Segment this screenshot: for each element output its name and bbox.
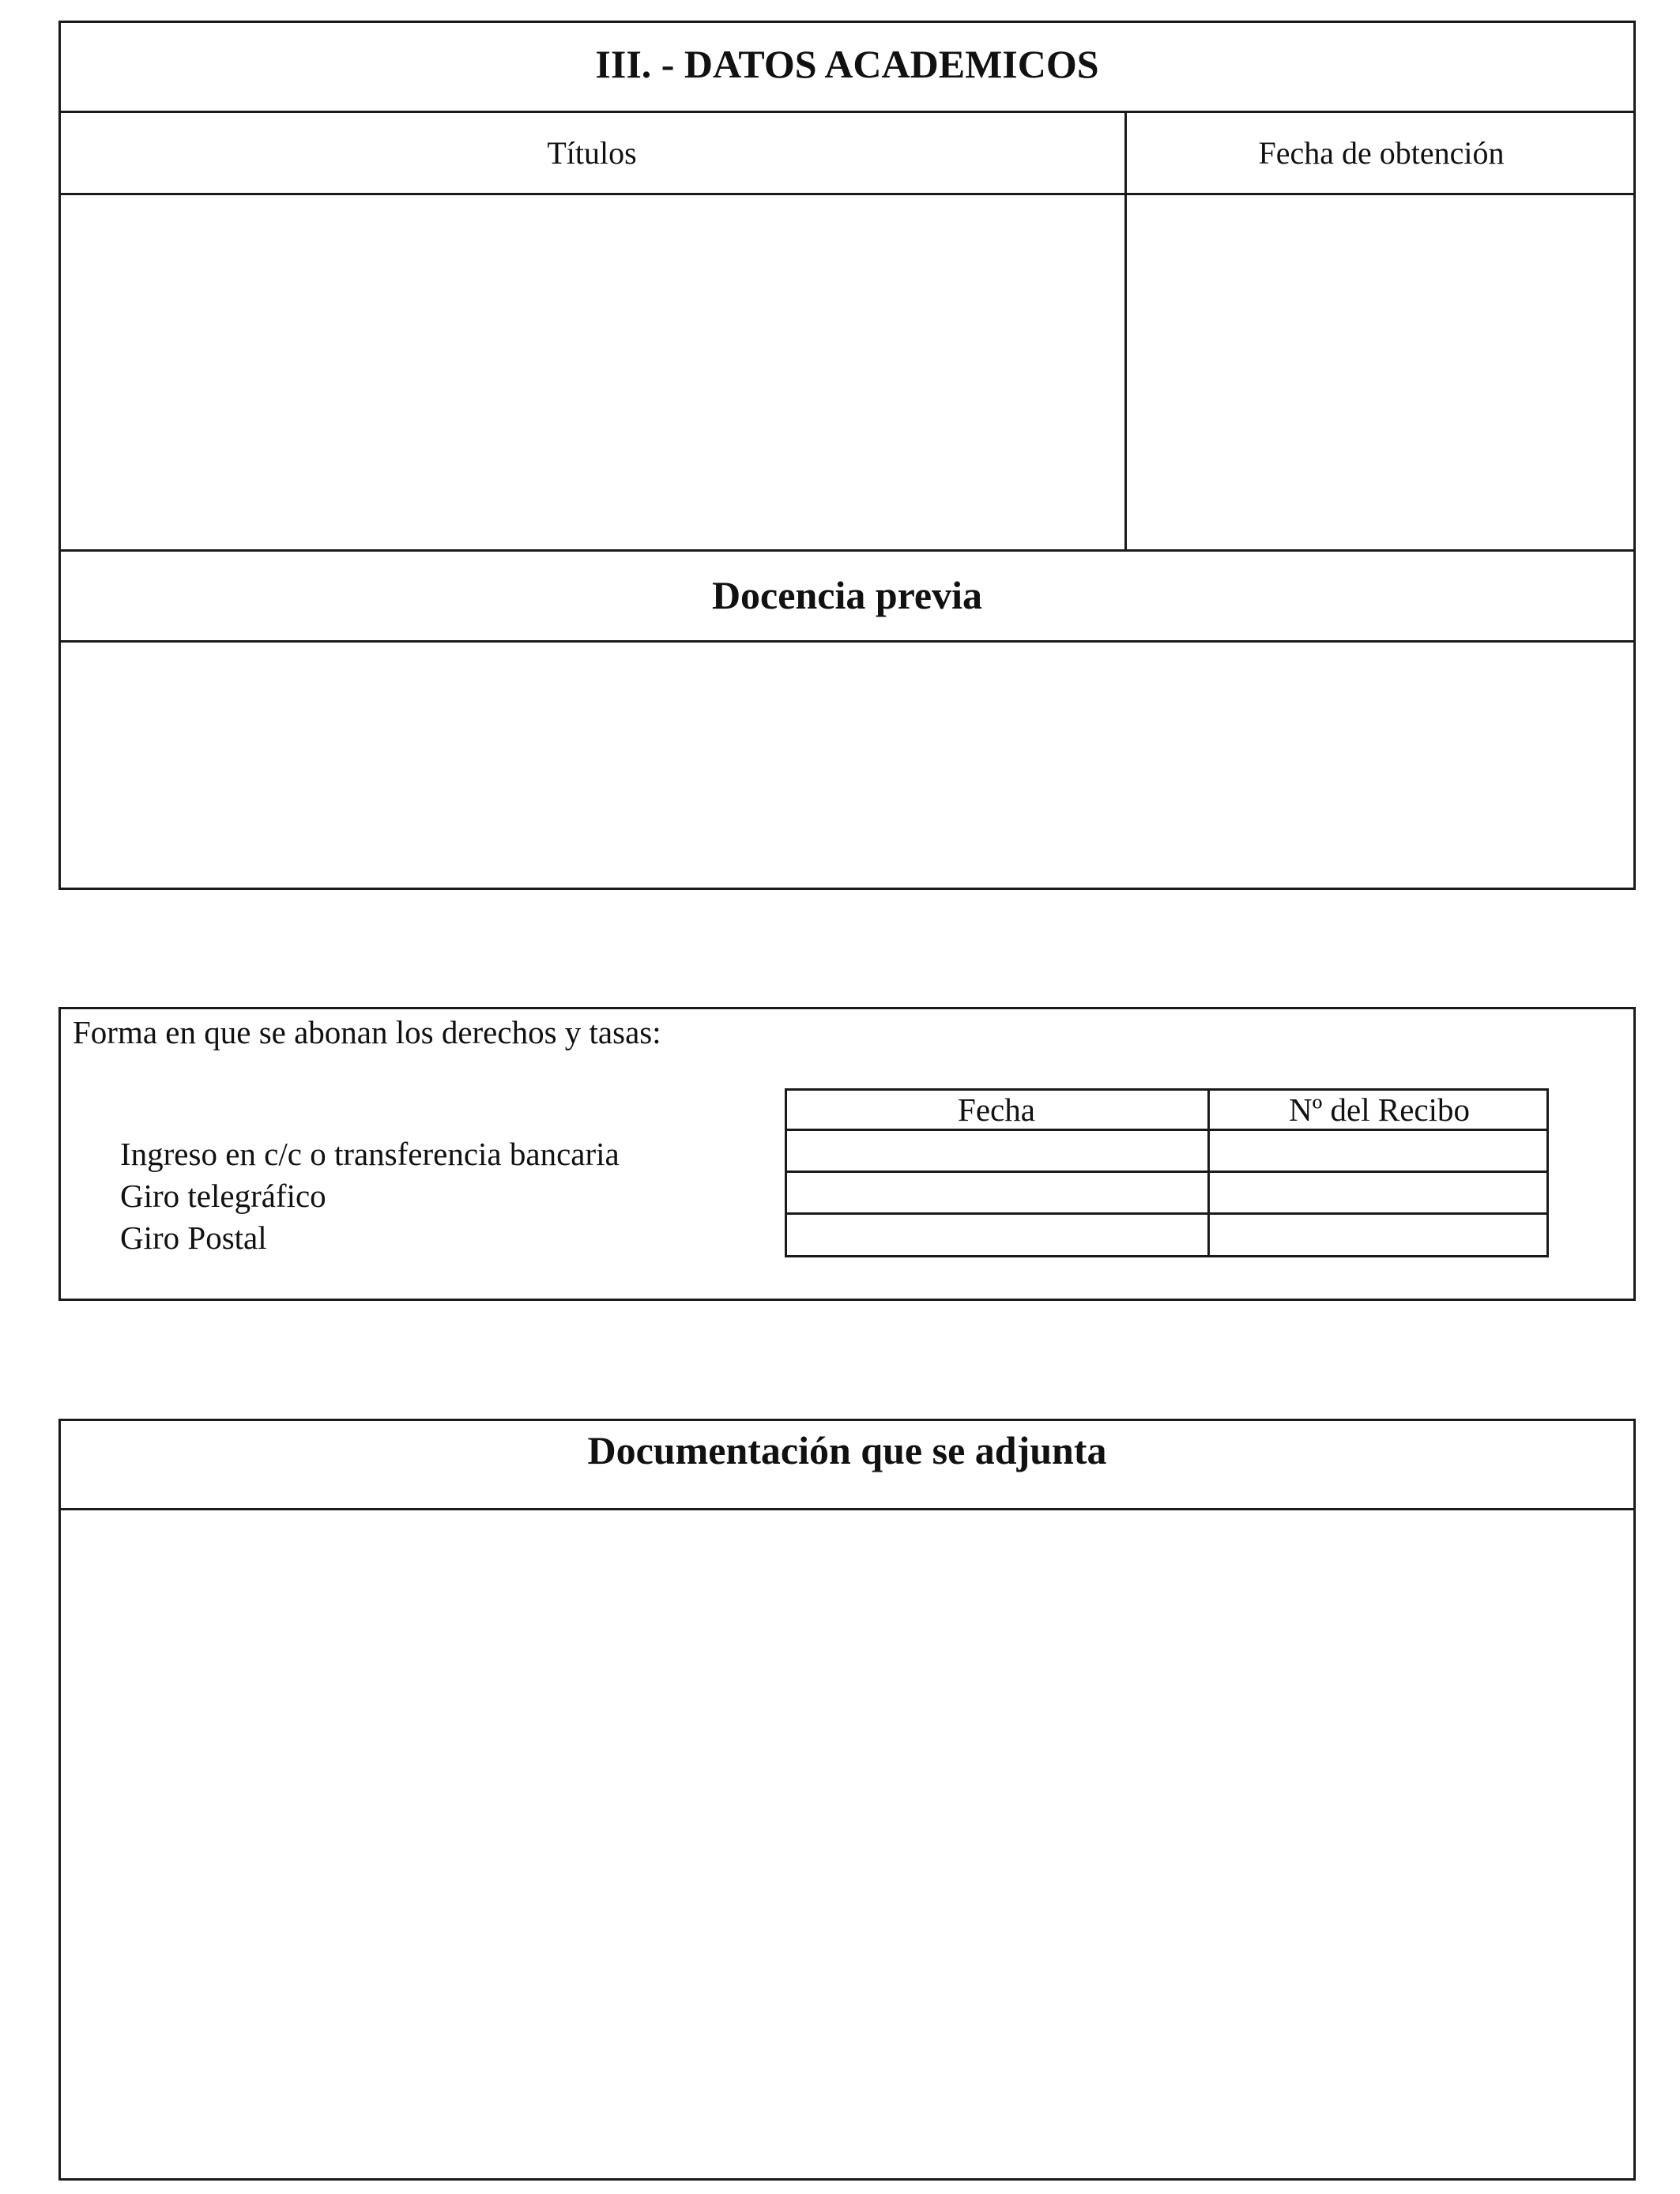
divider [58,111,1636,113]
titles-field[interactable] [62,196,1123,548]
receipt-number-cell[interactable] [1211,1174,1546,1211]
date-obtained-field[interactable] [1128,196,1633,548]
documentation-field[interactable] [62,1511,1633,2177]
documentation-title: Documentación que se adjunta [587,1428,1107,1472]
receipt-date-cell[interactable] [788,1132,1206,1169]
table-row-divider [785,1212,1549,1215]
titles-column-header: Títulos [547,135,637,171]
receipt-number-header: Nº del Recibo [1288,1091,1471,1128]
divider [58,193,1636,195]
divider [58,1508,1636,1510]
payment-method-telegraphic-order: Giro telegráfico [120,1178,326,1214]
date-obtained-column-header: Fecha de obtención [1258,135,1505,171]
receipt-date-cell[interactable] [788,1174,1206,1211]
prior-teaching-field[interactable] [62,643,1633,887]
payment-method-bank-transfer: Ingreso en c/c o transferencia bancaria [120,1136,620,1172]
prior-teaching-title: Docencia previa [711,573,983,617]
receipt-date-cell[interactable] [788,1216,1206,1255]
payment-method-postal-order: Giro Postal [120,1220,267,1256]
table-row-divider [785,1129,1549,1131]
academic-data-title: III. - DATOS ACADEMICOS [595,42,1099,86]
column-divider [1124,111,1127,550]
receipt-number-cell[interactable] [1211,1132,1546,1169]
receipt-date-header: Fecha [958,1091,1035,1128]
divider [58,549,1636,552]
divider [58,640,1636,643]
table-row-divider [785,1171,1549,1173]
receipt-number-cell[interactable] [1211,1216,1546,1255]
payment-method-prompt: Forma en que se abonan los derechos y tasas: [73,1014,661,1050]
